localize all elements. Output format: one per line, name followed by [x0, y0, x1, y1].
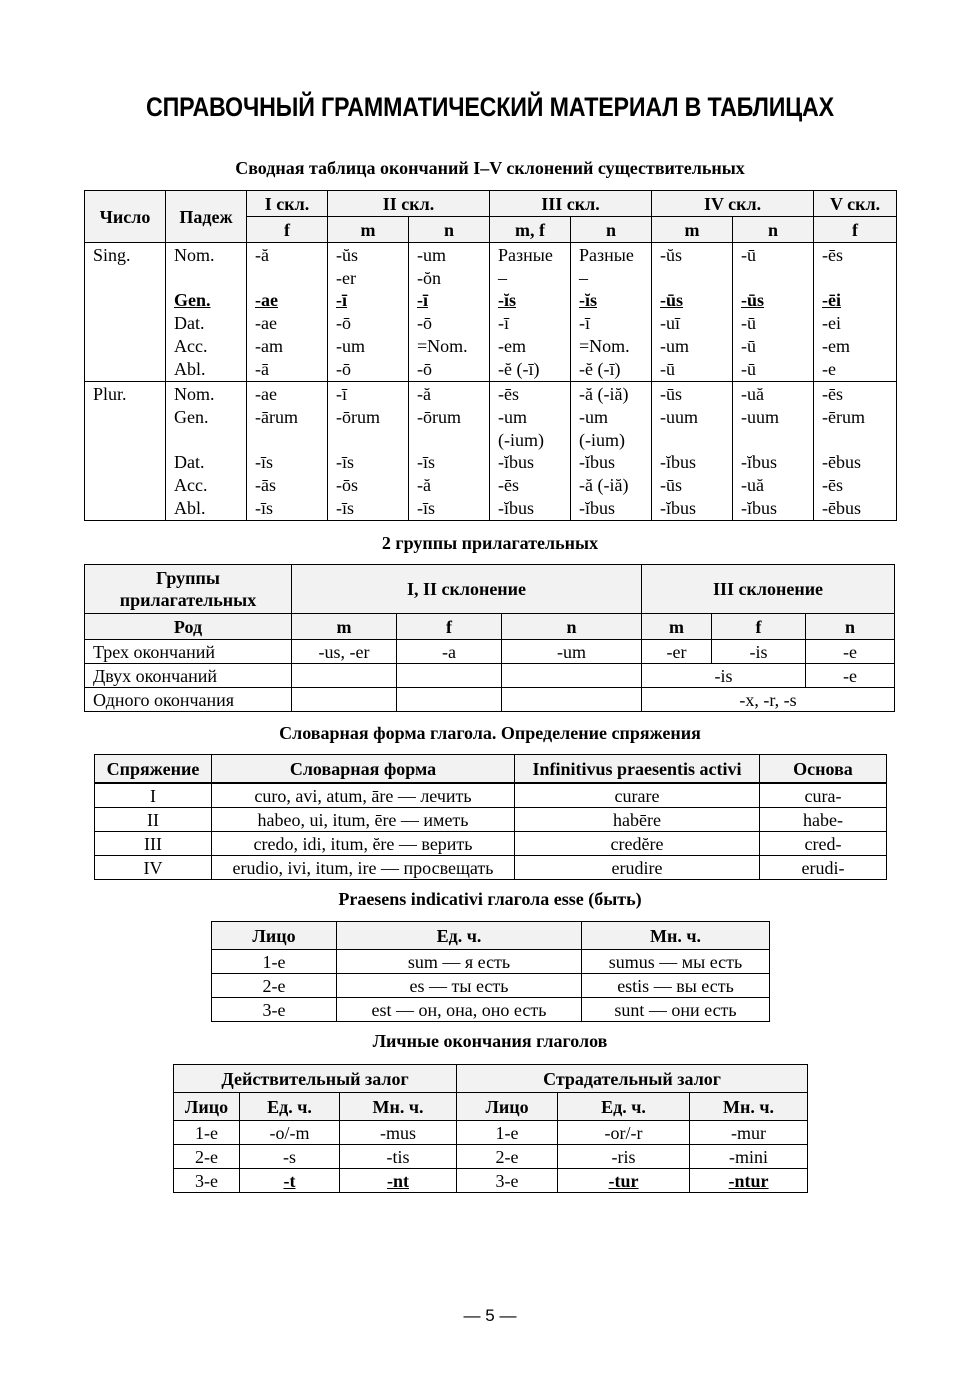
verb-conjugation-table [94, 754, 887, 880]
table-row [95, 856, 887, 880]
ending-value [660, 267, 724, 290]
ending-cell: -t [240, 1169, 340, 1193]
esse-table [211, 921, 770, 1022]
ending-value: -ī [579, 313, 590, 334]
ending-cell [652, 243, 733, 382]
person: 3-е [212, 998, 337, 1022]
infinitive: erudire [515, 856, 760, 880]
dictionary-form: credo, idi, itum, ĕre — верить [212, 832, 515, 856]
ending-value: -am [255, 335, 283, 356]
ending-value: -ĭbus [498, 452, 534, 473]
ending-value: -ī [498, 313, 509, 334]
header-conjugation: Спряжение [95, 755, 212, 784]
ending-value [255, 267, 319, 290]
ending-value: -ĭbus [660, 452, 697, 473]
stem: erudi- [760, 856, 887, 880]
person: 1-е [174, 1121, 240, 1145]
ending-cell: -nt [340, 1169, 457, 1193]
ending-value: -īs [255, 497, 273, 518]
header-plural: Мн. ч. [582, 922, 770, 950]
header-plural: Мн. ч. [690, 1093, 808, 1121]
noun-endings-table [84, 190, 897, 521]
table-row [212, 950, 770, 974]
ending-value: -ĕ (-ī) [498, 358, 540, 379]
header-gender: m [642, 614, 712, 640]
ending-value: -ae [255, 313, 277, 334]
ending-value [336, 429, 400, 452]
number-label: Plur. [93, 384, 127, 405]
number-cell [85, 243, 166, 382]
header-gender: n [502, 614, 642, 640]
case-label: Dat. [174, 313, 205, 334]
ending-cell: -x, -r, -s [642, 688, 895, 712]
header-stem: Основа [760, 755, 887, 784]
table-row [85, 688, 895, 712]
ending-value: -ĭbus [741, 497, 778, 518]
case-label: Nom. [174, 384, 215, 405]
ending-value: -ŭs [336, 245, 358, 265]
header-gender: f [814, 217, 897, 243]
ending-cell: -a [397, 640, 502, 664]
ending-value: -ū [741, 245, 757, 265]
ending-value: -ĭbus [660, 497, 697, 518]
conjugation-number: IV [95, 856, 212, 880]
ending-value: -uă [741, 384, 764, 405]
ending-cell [571, 382, 652, 521]
header-passive-voice: Страдательный залог [457, 1065, 808, 1093]
header-person: Лицо [457, 1093, 558, 1121]
row-label: Одного окончания [85, 688, 292, 712]
header-gender: f [247, 217, 328, 243]
ending-cell [490, 382, 571, 521]
header-groups: Группы прилагательных [85, 565, 292, 614]
empty-cell [397, 688, 502, 712]
case-label: Gen. [174, 406, 209, 427]
header-dictionary-form: Словарная форма [212, 755, 515, 784]
infinitive: curare [515, 783, 760, 808]
ending-cell: -is [712, 640, 806, 664]
number-label: Sing. [93, 245, 131, 265]
table-row [174, 1121, 808, 1145]
stem: habe- [760, 808, 887, 832]
ending-value: -ei [822, 313, 842, 334]
ending-value: -uī [660, 313, 681, 334]
header-active-voice: Действительный залог [174, 1065, 457, 1093]
plural-form: sunt — они есть [582, 998, 770, 1022]
header-plural: Мн. ч. [340, 1093, 457, 1121]
ending-value: -ŭs [660, 245, 683, 265]
header-number: Число [85, 191, 166, 243]
case-label [174, 267, 238, 290]
table-row [95, 832, 887, 856]
ending-value: -ō [417, 358, 432, 379]
header-declension-3: III склонение [642, 565, 895, 614]
ending-value: Разные [498, 245, 553, 265]
header-gender: m [292, 614, 397, 640]
ending-value: – [579, 267, 588, 288]
ending-value: -um [579, 406, 608, 427]
ending-value: -ĭs [579, 290, 597, 311]
ending-value: -ō [336, 313, 351, 334]
ending-value: -um [336, 335, 365, 356]
ending-cell: -mini [690, 1145, 808, 1169]
adjective-groups-caption: 2 группы прилагательных [381, 533, 599, 553]
table-row [174, 1169, 808, 1193]
ending-cell [814, 382, 897, 521]
table-row [212, 974, 770, 998]
ending-value: -ēbus [822, 452, 862, 473]
header-singular: Ед. ч. [337, 922, 582, 950]
case-label: Nom. [174, 245, 215, 265]
header-gender: n [733, 217, 814, 243]
ending-cell [247, 382, 328, 521]
person: 3-е [174, 1169, 240, 1193]
ending-value: -ĕ (-ī) [579, 358, 621, 379]
person: 1-е [212, 950, 337, 974]
conjugation-number: III [95, 832, 212, 856]
ending-cell: -or/-r [558, 1121, 690, 1145]
header-declension-5: V скл. [814, 191, 897, 217]
ending-cell: -tis [340, 1145, 457, 1169]
ending-value: -ă [417, 384, 431, 405]
ending-value: -īs [417, 497, 435, 518]
ending-value: -ī [336, 290, 347, 311]
stem: cred- [760, 832, 887, 856]
ending-value: -ū [741, 313, 757, 334]
ending-value: -ōrum [417, 406, 461, 427]
ending-value: (-ium) [579, 429, 625, 450]
ending-value [822, 267, 888, 290]
empty-cell [292, 664, 397, 688]
ending-cell [328, 382, 409, 521]
ending-value: -um [498, 406, 527, 427]
table-row [212, 998, 770, 1022]
row-label: Трех окончаний [85, 640, 292, 664]
ending-value: -ă [417, 475, 431, 496]
ending-value: -īs [417, 452, 435, 473]
number-cell [85, 382, 166, 521]
header-singular: Ед. ч. [240, 1093, 340, 1121]
header-gender: f [397, 614, 502, 640]
ending-value: -ĭbus [741, 452, 778, 473]
infinitive: habēre [515, 808, 760, 832]
ending-value [741, 267, 805, 290]
ending-value [255, 429, 319, 452]
ending-value: -er [336, 267, 356, 288]
case-label: Abl. [174, 358, 206, 379]
ending-value: -ă (-iă) [579, 384, 629, 405]
ending-value: (-ium) [498, 429, 544, 450]
dictionary-form: habeo, ui, itum, ēre — иметь [212, 808, 515, 832]
ending-cell: -is [642, 664, 806, 688]
header-infinitive: Infinitivus praesentis activi [515, 755, 760, 784]
ending-value: -īs [336, 497, 354, 518]
empty-cell [502, 664, 642, 688]
singular-row [85, 243, 897, 382]
ending-cell [814, 243, 897, 382]
ending-cell: -um [502, 640, 642, 664]
adjective-groups-table [84, 564, 895, 712]
table-row [95, 783, 887, 808]
ending-value: -ēs [498, 475, 519, 496]
singular-form: es — ты есть [337, 974, 582, 998]
ending-value: -ŏn [417, 267, 441, 288]
noun-endings-caption: Сводная таблица окончаний I–V склонений существительных [235, 158, 745, 178]
ending-value: -ēs [822, 475, 844, 496]
ending-cell [571, 243, 652, 382]
verb-dictionary-form-caption: Словарная форма глагола. Определение спряжения [279, 723, 701, 743]
ending-value [660, 429, 724, 452]
singular-form: est — он, она, оно есть [337, 998, 582, 1022]
ending-value: =Nom. [417, 335, 468, 356]
ending-value: -ĭbus [579, 497, 615, 518]
empty-cell [397, 664, 502, 688]
personal-endings-table [173, 1064, 808, 1193]
header-gender: m [652, 217, 733, 243]
conjugation-number: II [95, 808, 212, 832]
table-row [85, 640, 895, 664]
infinitive: credĕre [515, 832, 760, 856]
table-row [95, 808, 887, 832]
row-label: Двух окончаний [85, 664, 292, 688]
header-gender: n [409, 217, 490, 243]
header-gender: m, f [490, 217, 571, 243]
ending-value: -uum [660, 406, 699, 427]
ending-value [417, 429, 481, 452]
ending-value: -ērum [822, 406, 866, 427]
case-cell [166, 382, 247, 521]
ending-value: -ĭs [498, 290, 516, 311]
dictionary-form: curo, avi, atum, āre — лечить [212, 783, 515, 808]
header-declension-2: II скл. [328, 191, 490, 217]
ending-cell: -e [806, 664, 895, 688]
esse-caption: Praesens indicativi глагола esse (быть) [338, 889, 642, 909]
ending-cell: -tur [558, 1169, 690, 1193]
empty-cell [502, 688, 642, 712]
case-label: Acc. [174, 475, 208, 496]
header-gender: n [806, 614, 895, 640]
ending-cell [733, 382, 814, 521]
ending-cell [733, 243, 814, 382]
ending-value: -ēi [822, 290, 842, 311]
ending-value: -ae [255, 384, 277, 405]
ending-value: -ī [417, 290, 428, 311]
plural-row [85, 382, 897, 521]
ending-value: -ēs [498, 384, 519, 405]
ending-value: -ū [741, 358, 757, 379]
ending-value: -ūs [741, 290, 765, 311]
person: 2-е [212, 974, 337, 998]
ending-value: -ō [336, 358, 351, 379]
person: 2-е [174, 1145, 240, 1169]
person: 2-е [457, 1145, 558, 1169]
header-case: Падеж [166, 191, 247, 243]
ending-value: -um [660, 335, 690, 356]
ending-cell: -e [806, 640, 895, 664]
ending-value: -ă (-iă) [579, 475, 629, 496]
ending-value: -īs [336, 452, 354, 473]
ending-value: -ūs [660, 475, 683, 496]
table-row [85, 664, 895, 688]
ending-value: -ōs [336, 475, 358, 496]
header-gender: m [328, 217, 409, 243]
plural-form: estis — вы есть [582, 974, 770, 998]
ending-value: -ū [660, 358, 676, 379]
ending-value: -ūs [660, 384, 683, 405]
ending-cell [247, 243, 328, 382]
page-title: СПРАВОЧНЫЙ ГРАММАТИЧЕСКИЙ МАТЕРИАЛ В ТАБЛИЦАХ [146, 92, 834, 122]
header-person: Лицо [174, 1093, 240, 1121]
header-singular: Ед. ч. [558, 1093, 690, 1121]
case-label: Abl. [174, 497, 206, 518]
header-gender-label: Род [85, 614, 292, 640]
ending-cell [409, 243, 490, 382]
ending-value [741, 429, 805, 452]
person: 3-е [457, 1169, 558, 1193]
person: 1-е [457, 1121, 558, 1145]
ending-cell [328, 243, 409, 382]
ending-value: -em [498, 335, 526, 356]
ending-value: -ās [255, 475, 276, 496]
empty-cell [292, 688, 397, 712]
ending-value: -ō [417, 313, 432, 334]
case-label: Dat. [174, 452, 205, 473]
ending-cell [409, 382, 490, 521]
case-label: Acc. [174, 335, 208, 356]
ending-value: -ēbus [822, 497, 862, 518]
ending-value: -e [822, 358, 837, 379]
header-gender: n [571, 217, 652, 243]
ending-value: -uum [741, 406, 780, 427]
table-row [174, 1145, 808, 1169]
ending-cell: -o/-m [240, 1121, 340, 1145]
ending-value: -ēs [822, 245, 844, 265]
header-declension-3: III скл. [490, 191, 652, 217]
header-declension-4: IV скл. [652, 191, 814, 217]
ending-value: -ūs [660, 290, 684, 311]
ending-cell: -er [642, 640, 712, 664]
ending-cell: -mur [690, 1121, 808, 1145]
ending-value: -ōrum [336, 406, 380, 427]
ending-value: =Nom. [579, 335, 630, 356]
dictionary-form: erudio, ivi, itum, ire — просвещать [212, 856, 515, 880]
personal-endings-caption: Личные окончания глаголов [372, 1031, 608, 1051]
ending-value: – [498, 267, 507, 288]
ending-value: -um [417, 245, 446, 265]
singular-form: sum — я есть [337, 950, 582, 974]
page-number: — 5 — [463, 1306, 517, 1325]
ending-cell [490, 243, 571, 382]
header-gender: f [712, 614, 806, 640]
ending-value: Разные [579, 245, 634, 265]
ending-cell: -us, -er [292, 640, 397, 664]
header-person: Лицо [212, 922, 337, 950]
ending-value: -ī [336, 384, 347, 405]
ending-cell: -ntur [690, 1169, 808, 1193]
case-cell [166, 243, 247, 382]
ending-value [822, 429, 888, 452]
ending-value: -ĭbus [579, 452, 615, 473]
ending-value: -em [822, 335, 851, 356]
ending-value: -īs [255, 452, 273, 473]
conjugation-number: I [95, 783, 212, 808]
case-label [174, 429, 238, 452]
ending-cell [652, 382, 733, 521]
stem: cura- [760, 783, 887, 808]
ending-value: -ū [741, 335, 757, 356]
plural-form: sumus — мы есть [582, 950, 770, 974]
ending-value: -uă [741, 475, 764, 496]
ending-cell: -ris [558, 1145, 690, 1169]
case-label: Gen. [174, 290, 211, 311]
ending-value: -ĭbus [498, 497, 534, 518]
ending-value: -ā [255, 358, 269, 379]
header-declension-1: I скл. [247, 191, 328, 217]
ending-value: -ă [255, 245, 269, 265]
ending-value: -ae [255, 290, 278, 311]
ending-cell: -mus [340, 1121, 457, 1145]
ending-value: -ārum [255, 406, 298, 427]
ending-value: -ēs [822, 384, 844, 405]
ending-cell: -s [240, 1145, 340, 1169]
header-declension-1-2: I, II склонение [292, 565, 642, 614]
